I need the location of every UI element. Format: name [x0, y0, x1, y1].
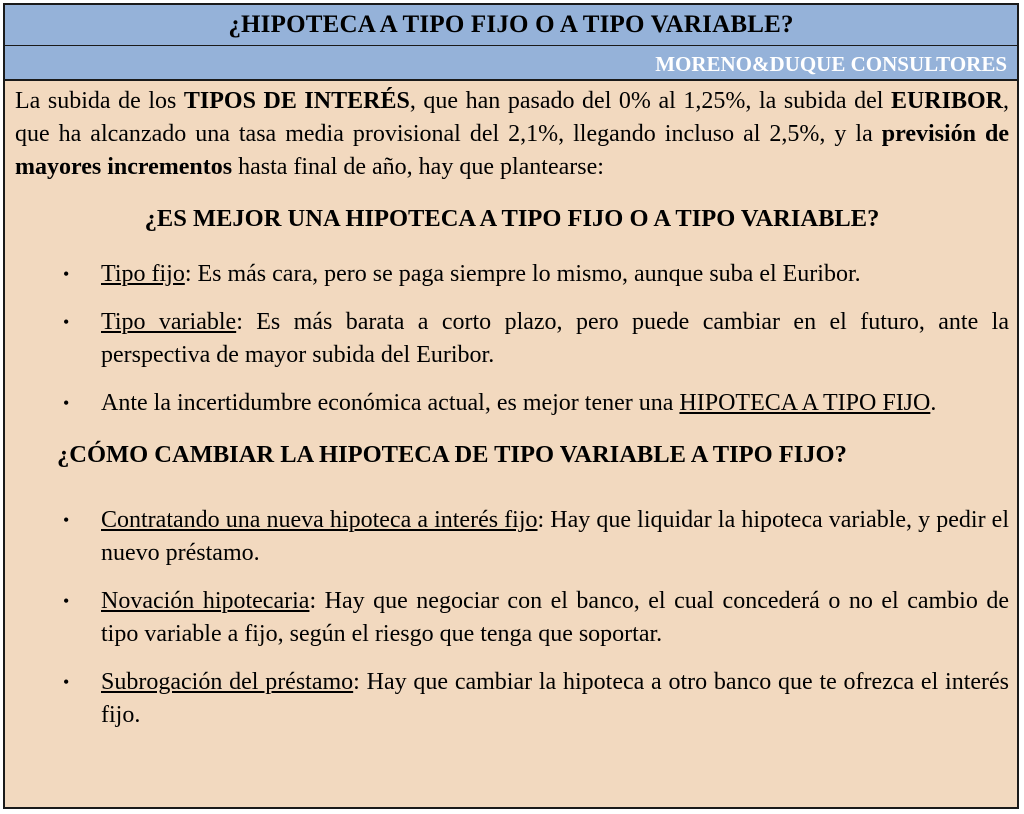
list-item — [15, 258, 1009, 291]
item-term: Contratando una nueva hipoteca a interés fijo — [101, 507, 538, 533]
intro-paragraph — [15, 85, 1009, 184]
bullet-icon: • — [63, 393, 70, 413]
bullet-icon: • — [63, 312, 70, 332]
intro-text-1: La subida de los — [15, 88, 184, 114]
bullet-icon: • — [63, 264, 70, 284]
list-item — [15, 666, 1009, 732]
bullet-icon: • — [63, 510, 70, 530]
info-card — [3, 3, 1019, 809]
list-item — [15, 585, 1009, 651]
intro-bold-euribor: EURIBOR — [890, 88, 1003, 114]
list-item — [15, 387, 1009, 420]
list-item — [15, 306, 1009, 372]
card-header — [5, 5, 1017, 81]
bullet-icon: • — [63, 672, 70, 692]
intro-text-3: , que ha alcanzado una tasa media provisional del 2,1%, llegando incluso al 2,5%, y la — [15, 88, 1009, 147]
bullet-list-1 — [15, 258, 1009, 420]
item-text: : Hay que liquidar la hipoteca variable, y pedir el nuevo préstamo. — [101, 507, 1010, 566]
item-text: : Hay que cambiar la hipoteca a otro banco que te ofrezca el interés fijo. — [101, 669, 1009, 728]
item-term: Tipo fijo — [101, 261, 185, 287]
item-text: . — [930, 390, 937, 416]
card-body — [15, 85, 1009, 732]
title-divider — [5, 45, 1017, 46]
page-title: ¿HIPOTECA A TIPO FIJO O A TIPO VARIABLE? — [228, 11, 794, 38]
item-text: : Es más cara, pero se paga siempre lo mismo, aunque suba el Euribor. — [184, 261, 861, 287]
bullet-list-2 — [15, 504, 1009, 732]
item-term: Subrogación del préstamo — [101, 669, 354, 695]
intro-bold-prevision: previsión de mayores incrementos — [15, 121, 1009, 180]
item-term: Novación hipotecaria — [101, 588, 310, 614]
section-heading-2: ¿CÓMO CAMBIAR LA HIPOTECA DE TIPO VARIABLE A TIPO FIJO? — [57, 441, 847, 468]
item-text: : Hay que negociar con el banco, el cual concederá o no el cambio de tipo variable a fijo, según el riesgo que tenga que soportar. — [101, 588, 1010, 647]
intro-text-4: hasta final de año, hay que plantearse: — [232, 154, 604, 180]
bullet-icon: • — [63, 591, 70, 611]
firm-name: MORENO&DUQUE CONSULTORES — [655, 52, 1007, 76]
item-text: : Es más barata a corto plazo, pero puede cambiar en el futuro, ante la perspectiva de mayor subida del Euribor. — [101, 309, 1009, 368]
intro-text-2: , que han pasado del 0% al 1,25%, la subida del — [409, 88, 891, 114]
list-item — [15, 504, 1009, 570]
item-term: Tipo variable — [101, 309, 237, 335]
intro-bold-tipos: TIPOS DE INTERÉS — [183, 88, 410, 114]
item-prefix: Ante la incertidumbre económica actual, es mejor tener una — [101, 390, 680, 416]
item-term: HIPOTECA A TIPO FIJO — [679, 390, 931, 416]
section-heading-1: ¿ES MEJOR UNA HIPOTECA A TIPO FIJO O A TIPO VARIABLE? — [144, 205, 880, 232]
